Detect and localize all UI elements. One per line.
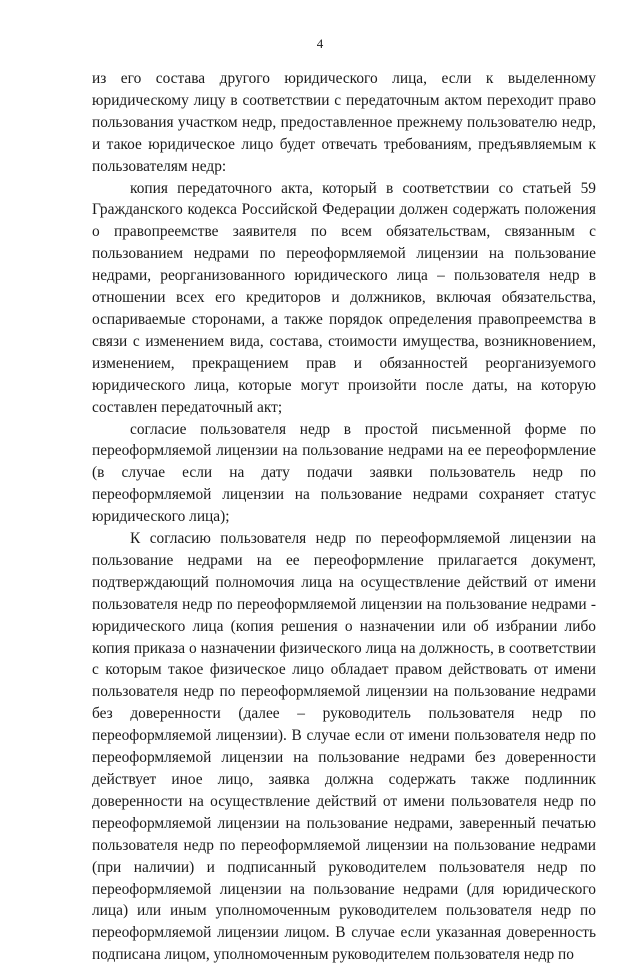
document-body (92, 68, 596, 966)
paragraph-continuation: из его состава другого юридического лица, если к выделенному юридическому лицу в соответствии с передаточным актом переходит право пользования участком недр, предоставленное прежнему пользователю недр, и такое юридическое лицо будет отвечать требованиям, предъявляемым к пользователям недр: (92, 70, 596, 175)
page-number: 4 (316, 36, 324, 51)
paragraph-authority-document: К согласию пользователя недр по переоформляемой лицензии на пользование недрами на ее переоформление прилагается документ, подтверждающий полномочия лица на осуществление действий от имени пользователя недр по переоформляемой лицензии на пользование недрами - юридического лица (копия решения о назначении или об избрании либо копия приказа о назначении физического лица на должность, в соответствии с которым такое физическое лицо обладает правом действовать от имени пользователя недр по переоформляемой лицензии на пользование недрами без доверенности (далее – руководитель пользователя недр по переоформляемой лицензии). В случае если от имени пользователя недр по переоформляемой лицензии на пользование недрами без доверенности действует иное лицо, заявка должна содержать также подлинник доверенности на осуществление действий от имени пользователя недр по переоформляемой лицензии на пользование недрами, заверенный печатью пользователя недр по переоформляемой лицензии на пользование недрами (при наличии) и подписанный руководителем пользователя недр по переоформляемой лицензии на пользование недрами (для юридического лица) или иным уполномоченным руководителем пользователя недр по переоформляемой лицензии лицом. В случае если указанная доверенность подписана лицом, уполномоченным руководителем пользователя недр по (92, 530, 596, 964)
paragraph-user-consent: согласие пользователя недр в простой письменной форме по переоформляемой лицензии на пользование недрами на ее переоформление (в случае если на дату подачи заявки пользователь недр по переоформляемой лицензии на пользование недрами сохраняет статус юридического лица); (92, 420, 596, 526)
paragraph-transfer-act: копия передаточного акта, который в соответствии со статьей 59 Гражданского кодекса Российской Федерации должен содержать положения о правопреемстве заявителя по всем обязательствам, связанным с пользованием недрами по переоформляемой лицензии на пользование недрами, реорганизованного юридического лица – пользователя недр в отношении всех его кредиторов и должников, включая обязательства, оспариваемые сторонами, а также порядок определения правопреемства в связи с изменением вида, состава, стоимости имущества, возникновением, изменением, прекращением прав и обязанностей реорганизуемого юридического лица, которые могут произойти после даты, на которую составлен передаточный акт; (92, 179, 596, 416)
